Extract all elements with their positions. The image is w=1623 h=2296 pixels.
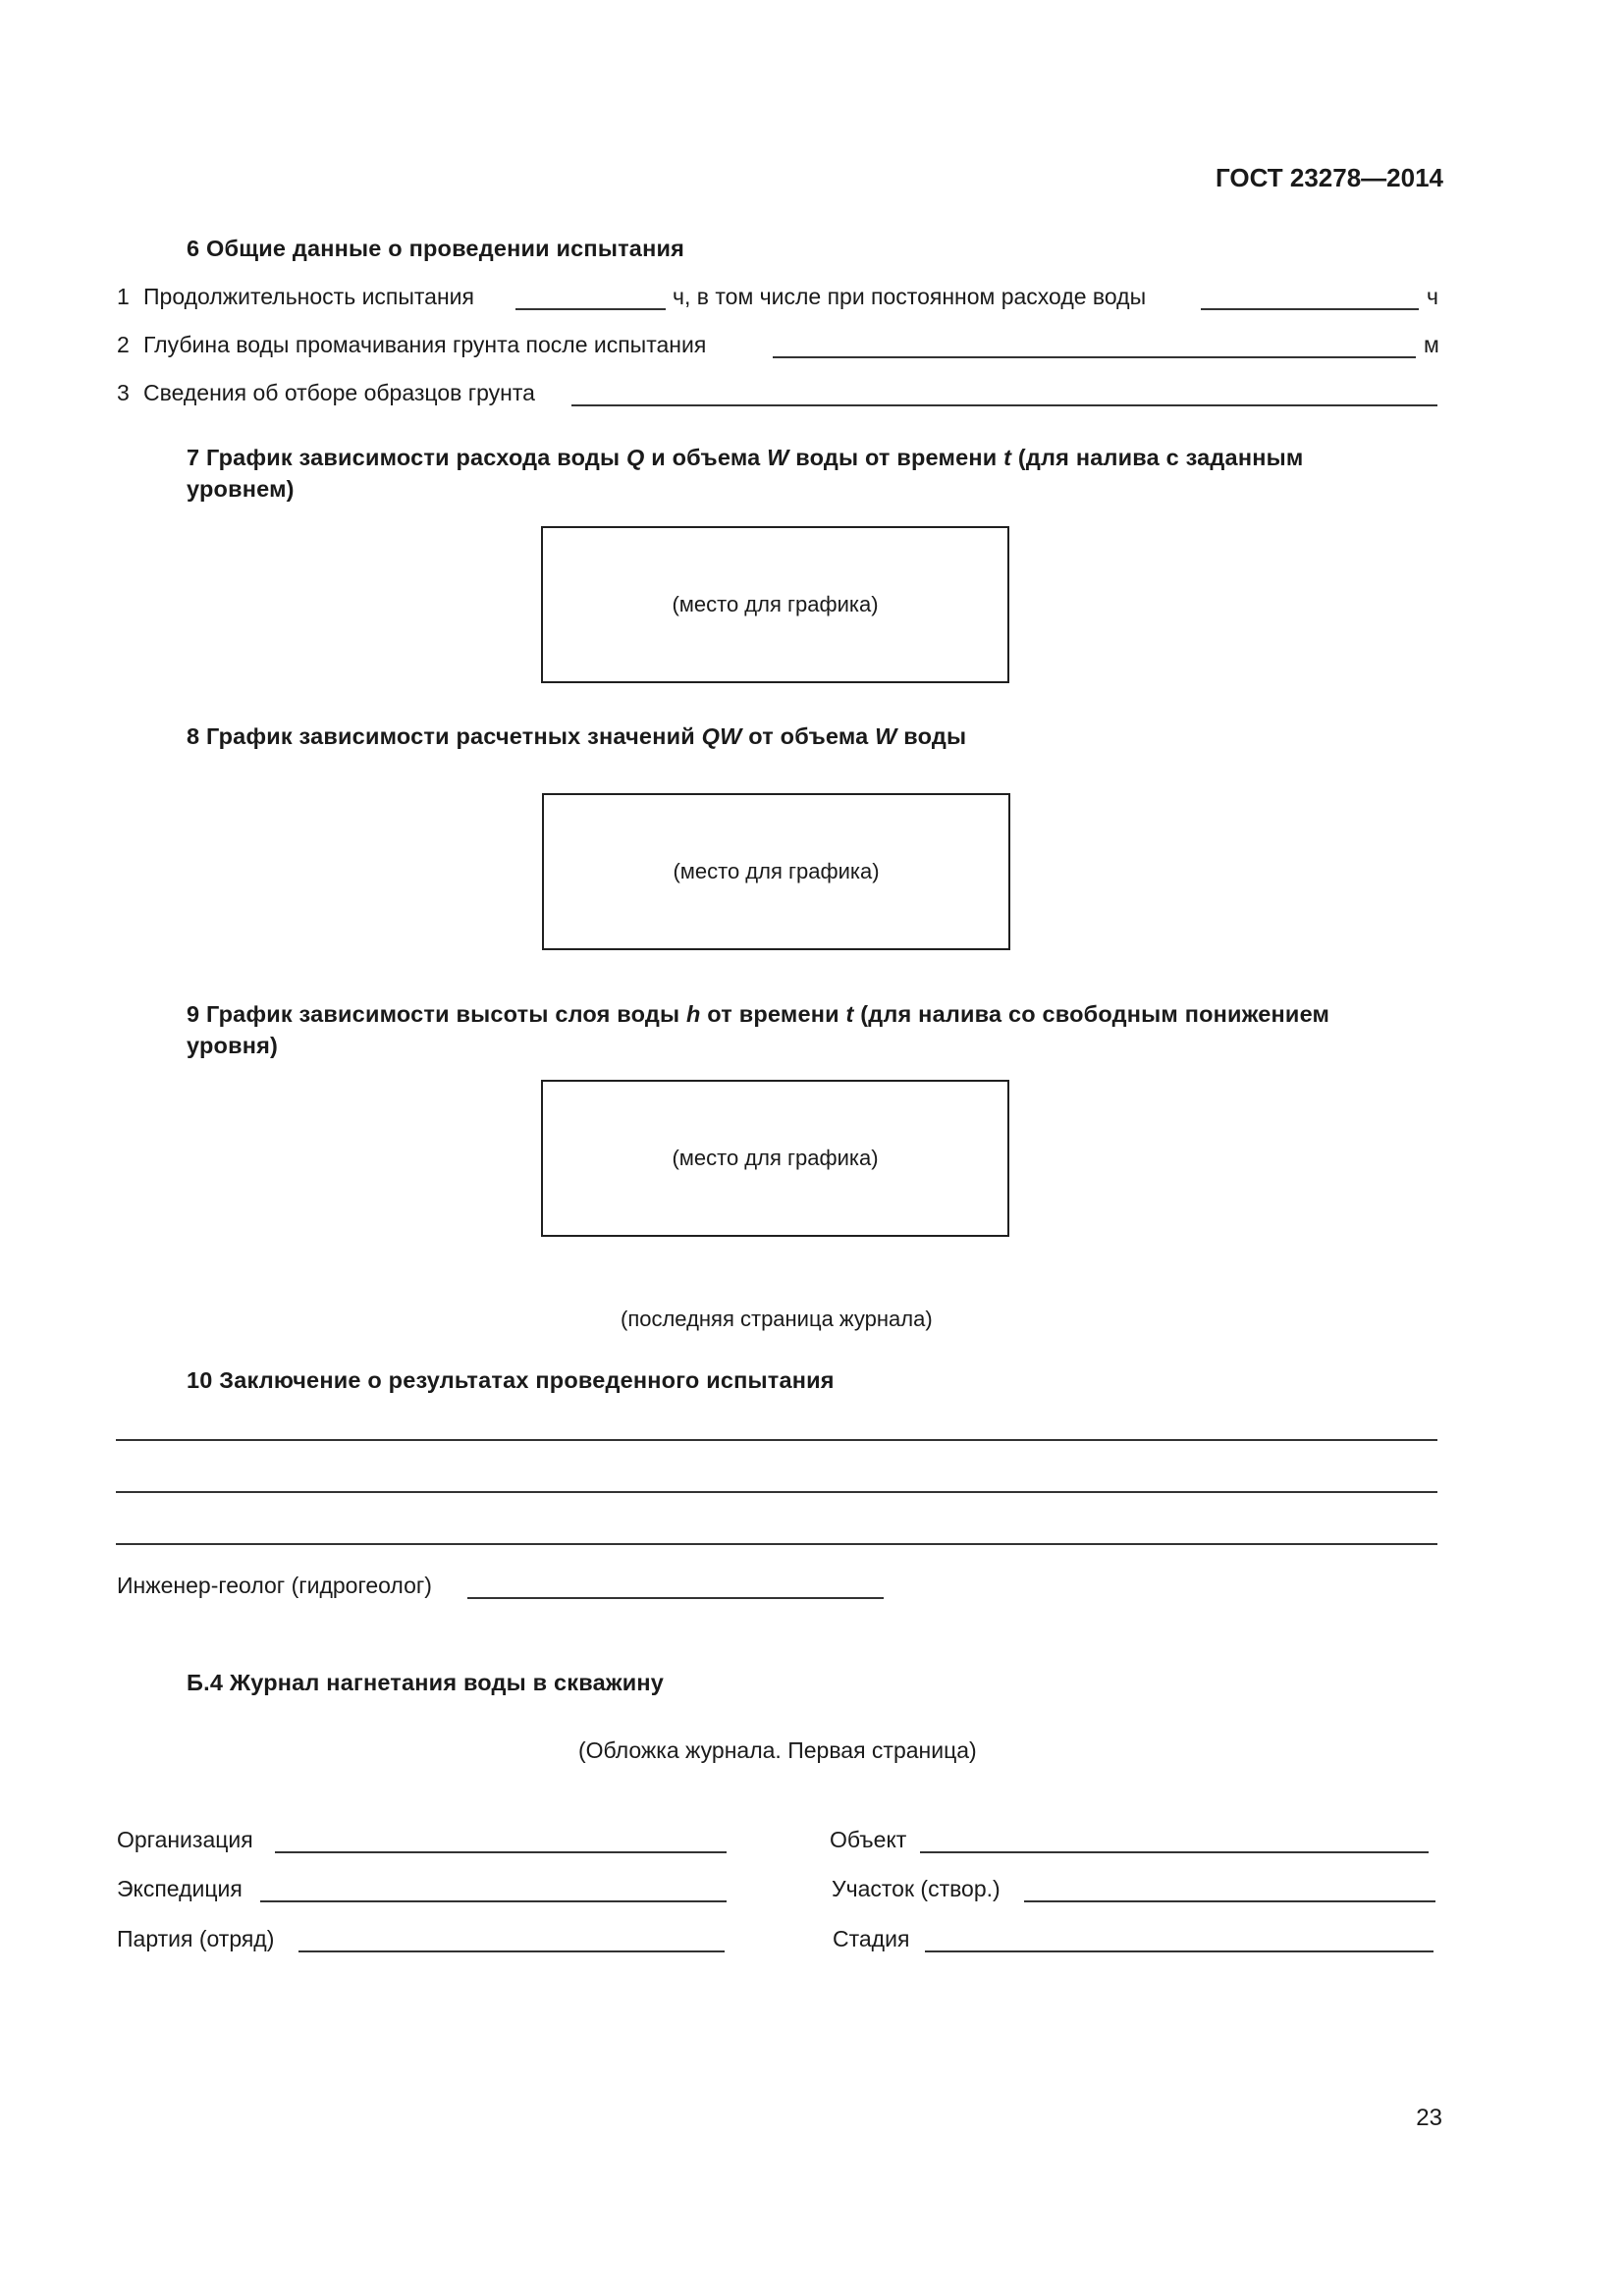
cover-note: (Обложка журнала. Первая страница) [578, 1737, 977, 1763]
item-3-label: Сведения об отборе образцов грунта [143, 380, 535, 405]
field-expedition-label: Экспедиция [117, 1876, 243, 1901]
graph-placeholder-box-9 [541, 1080, 1009, 1237]
graph-placeholder-box-7 [541, 526, 1009, 683]
section-b4-title: Б.4 Журнал нагнетания воды в скважину [187, 1670, 665, 1695]
field-party-blank [298, 1950, 725, 1952]
item-1-unit: ч [1427, 284, 1438, 309]
conclusion-line [116, 1491, 1437, 1493]
graph-placeholder-box-8 [542, 793, 1010, 950]
conclusion-line [116, 1543, 1437, 1545]
item-2-depth-blank [773, 356, 1416, 358]
graph-placeholder-label: (место для графика) [673, 859, 880, 883]
item-1-number: 1 [117, 284, 130, 309]
field-stage-blank [925, 1950, 1434, 1952]
engineer-signature-blank [467, 1597, 884, 1599]
graph-placeholder-label: (место для графика) [672, 1146, 879, 1170]
field-expedition-blank [260, 1900, 727, 1902]
field-section-label: Участок (створ.) [832, 1876, 1001, 1901]
field-organization-blank [275, 1851, 727, 1853]
item-2-label: Глубина воды промачивания грунта после испытания [143, 332, 707, 357]
section-6-title: 6 Общие данные о проведении испытания [187, 236, 685, 261]
item-1-label: Продолжительность испытания [143, 284, 474, 309]
field-section-blank [1024, 1900, 1435, 1902]
field-stage-label: Стадия [833, 1926, 910, 1951]
item-1-middle-text: ч, в том числе при постоянном расходе воды [673, 284, 1147, 309]
field-object-blank [920, 1851, 1429, 1853]
last-page-note: (последняя страница журнала) [621, 1307, 933, 1331]
field-party-label: Партия (отряд) [117, 1926, 275, 1951]
section-9-title: 9 График зависимости высоты слоя воды h от времени t (для налива со свободным понижением [187, 1001, 1330, 1027]
section-7-title-continued: уровнем) [187, 476, 295, 502]
item-3-samples-blank [571, 404, 1437, 406]
item-1-constant-flow-blank [1201, 308, 1419, 310]
graph-placeholder-label: (место для графика) [672, 592, 879, 616]
section-10-title: 10 Заключение о результатах проведенного испытания [187, 1367, 835, 1393]
engineer-label: Инженер-геолог (гидрогеолог) [117, 1573, 432, 1598]
field-object-label: Объект [830, 1827, 907, 1852]
conclusion-line [116, 1439, 1437, 1441]
section-8-title: 8 График зависимости расчетных значений QW от объема W воды [187, 723, 967, 749]
item-2-number: 2 [117, 332, 130, 357]
standard-number: ГОСТ 23278—2014 [1216, 163, 1443, 192]
item-2-unit: м [1424, 332, 1439, 357]
section-7-title: 7 График зависимости расхода воды Q и объема W воды от времени t (для налива с заданным [187, 445, 1304, 470]
item-1-duration-blank [515, 308, 666, 310]
item-3-number: 3 [117, 380, 130, 405]
section-9-title-continued: уровня) [187, 1033, 279, 1058]
page-number: 23 [1416, 2105, 1442, 2131]
field-organization-label: Организация [117, 1827, 253, 1852]
